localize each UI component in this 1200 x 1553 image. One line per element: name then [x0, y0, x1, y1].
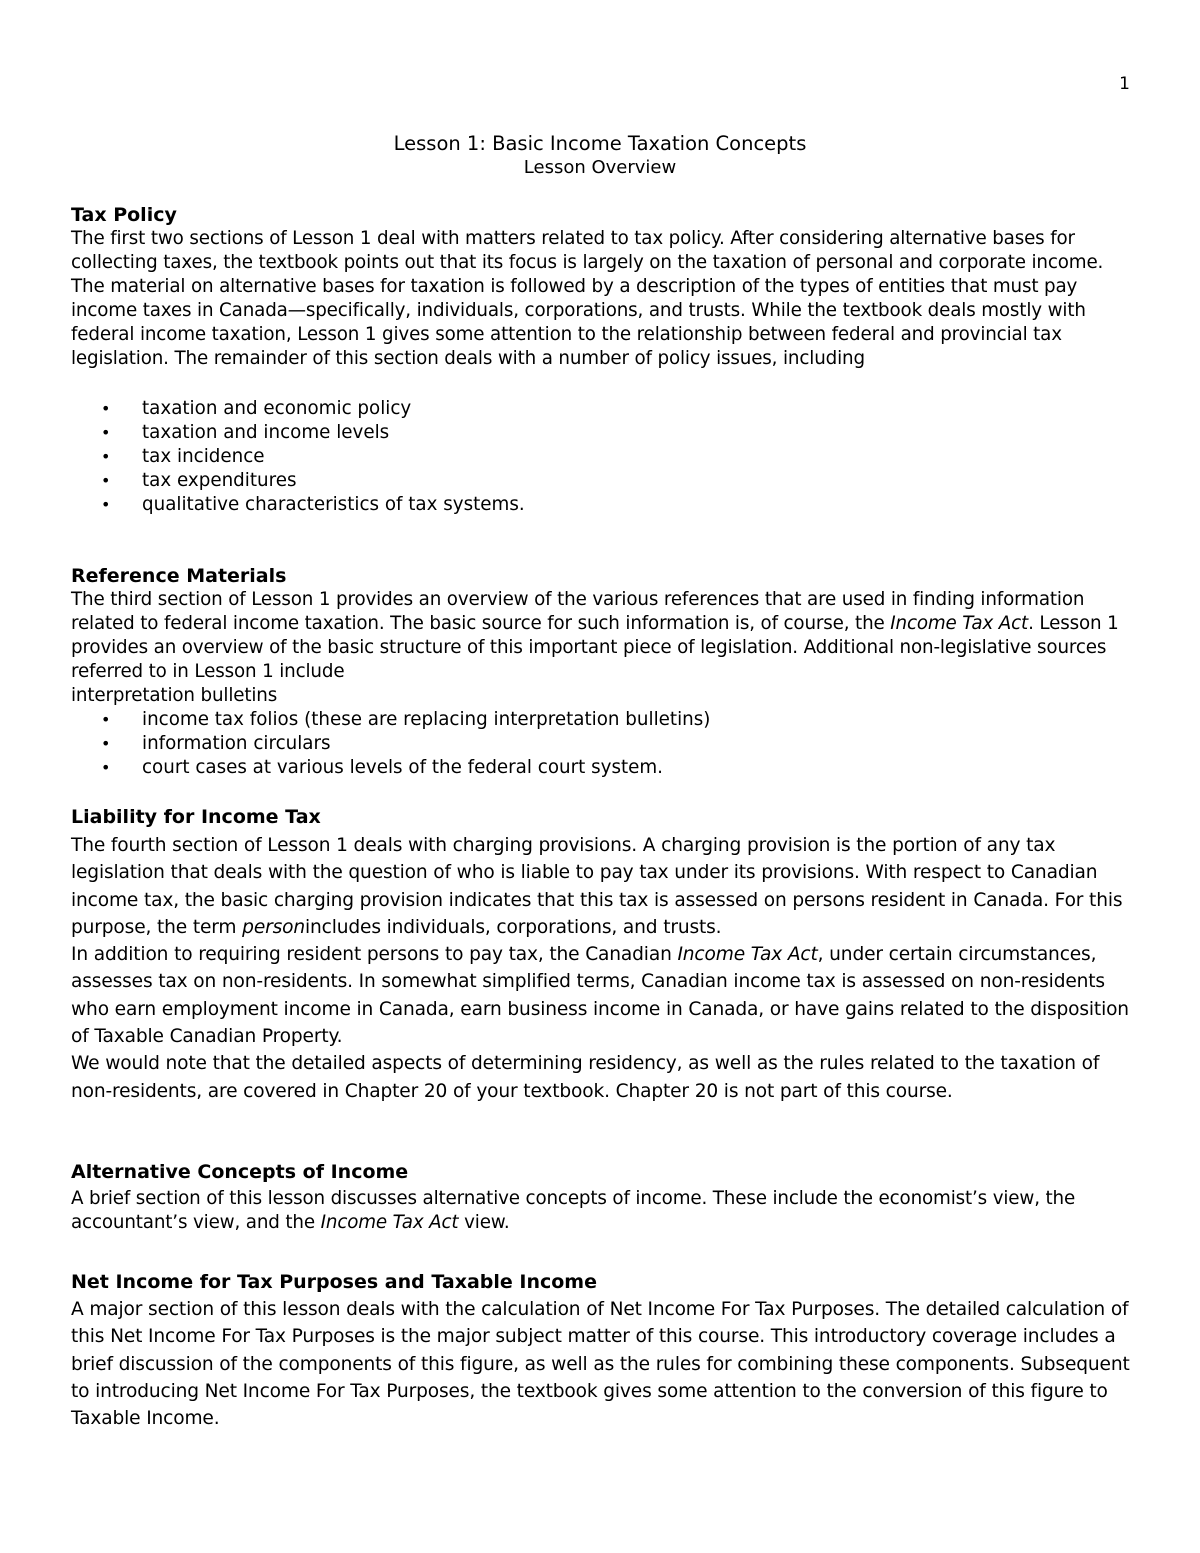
section-liability — [71, 805, 1135, 1105]
page-number: 1 — [1119, 74, 1130, 94]
tax-policy-bullet-list — [71, 397, 1135, 517]
list-item: • tax incidence — [101, 446, 265, 467]
list-item: • income tax folios (these are replacing interpretation bulletins) — [101, 709, 711, 730]
section-reference-materials — [71, 564, 1135, 780]
liability-paragraph-2: In addition to requiring resident persons to pay tax, the Canadian Income Tax Act, under certain circumstances, assesses tax on non-residents. In somewhat simplified terms, Canadian income tax is assessed on non-residents who earn employment income in Canada, earn business income in Canada, or have gains related to the disposition of Taxable Canadian Property. — [71, 944, 1129, 1048]
section-heading-alternative-concepts: Alternative Concepts of Income — [71, 1161, 409, 1183]
document-subtitle: Lesson Overview — [523, 157, 677, 178]
list-item: • taxation and income levels — [101, 422, 390, 443]
italic-term-person: person — [242, 916, 306, 938]
bullet-icon: • — [101, 495, 111, 514]
liability-paragraph-1: The fourth section of Lesson 1 deals with charging provisions. A charging provision is the portion of any tax legislation that deals with the question of who is liable to pay tax under its provisions. With respect to Canadian income tax, the basic charging provision indicates that this tax is assessed on persons resident in Canada. For this purpose, the term personincludes individuals, corporations, and trusts. — [71, 835, 1123, 938]
section-heading-reference-materials: Reference Materials — [71, 565, 287, 587]
bullet-icon: • — [101, 447, 111, 466]
section-alternative-concepts — [71, 1160, 1135, 1235]
italic-act-title: Income Tax Act — [677, 944, 818, 966]
bullet-icon: • — [101, 710, 111, 729]
liability-paragraph-3: We would note that the detailed aspects of determining residency, as well as the rules related to the taxation of non-residents, are covered in Chapter 20 of your textbook. Chapter 20 is not part of this course. — [71, 1053, 1100, 1102]
net-income-paragraph: A major section of this lesson deals with the calculation of Net Income For Tax Purposes. The detailed calculation of this Net Income For Tax Purposes is the major subject matter of this course. This introductory coverage includes a brief discussion of the components of this figure, as well as the rules for combining these components. Subsequent to introducing Net Income For Tax Purposes, the textbook gives some attention to the conversion of this figure to Taxable Income. — [71, 1299, 1130, 1430]
list-item: • qualitative characteristics of tax systems. — [101, 494, 525, 515]
italic-act-title: Income Tax Act — [890, 613, 1029, 634]
list-item: • taxation and economic policy — [101, 398, 412, 419]
section-tax-policy — [71, 203, 1135, 517]
list-item: • tax expenditures — [101, 470, 297, 491]
bullet-icon: • — [101, 399, 111, 418]
bullet-icon: • — [101, 423, 111, 442]
reference-materials-bullet-list — [71, 708, 1135, 780]
bullet-icon: • — [101, 734, 111, 753]
reference-materials-list-intro: interpretation bulletins — [71, 685, 278, 706]
bullet-icon: • — [101, 471, 111, 490]
title-block — [0, 131, 1200, 180]
list-item: • information circulars — [101, 733, 331, 754]
section-heading-liability: Liability for Income Tax — [71, 806, 321, 828]
list-item: • court cases at various levels of the federal court system. — [101, 757, 663, 778]
alternative-concepts-paragraph: A brief section of this lesson discusses alternative concepts of income. These include the economist’s view, the accountant’s view, and the Income Tax Act view. — [71, 1188, 1076, 1233]
reference-materials-paragraph: The third section of Lesson 1 provides an overview of the various references that are used in finding information related to federal income taxation. The basic source for such information is, of course, the Income Tax Act. Lesson 1 provides an overview of the basic structure of this important piece of legislation. Additional non-legislative sources referred to in Lesson 1 include — [71, 589, 1119, 682]
section-heading-tax-policy: Tax Policy — [71, 204, 177, 226]
italic-act-title: Income Tax Act — [320, 1212, 459, 1233]
document-title: Lesson 1: Basic Income Taxation Concepts — [393, 132, 807, 155]
bullet-icon: • — [101, 758, 111, 777]
section-net-income — [71, 1270, 1135, 1432]
tax-policy-paragraph: The first two sections of Lesson 1 deal with matters related to tax policy. After considering alternative bases for collecting taxes, the textbook points out that its focus is largely on the taxation of personal and corporate income. The material on alternative bases for taxation is followed by a description of the types of entities that must pay income taxes in Canada—specifically, individuals, corporations, and trusts. While the textbook deals mostly with federal income taxation, Lesson 1 gives some attention to the relationship between federal and provincial tax legislation. The remainder of this section deals with a number of policy issues, including — [71, 228, 1104, 369]
section-heading-net-income: Net Income for Tax Purposes and Taxable Income — [71, 1271, 597, 1293]
